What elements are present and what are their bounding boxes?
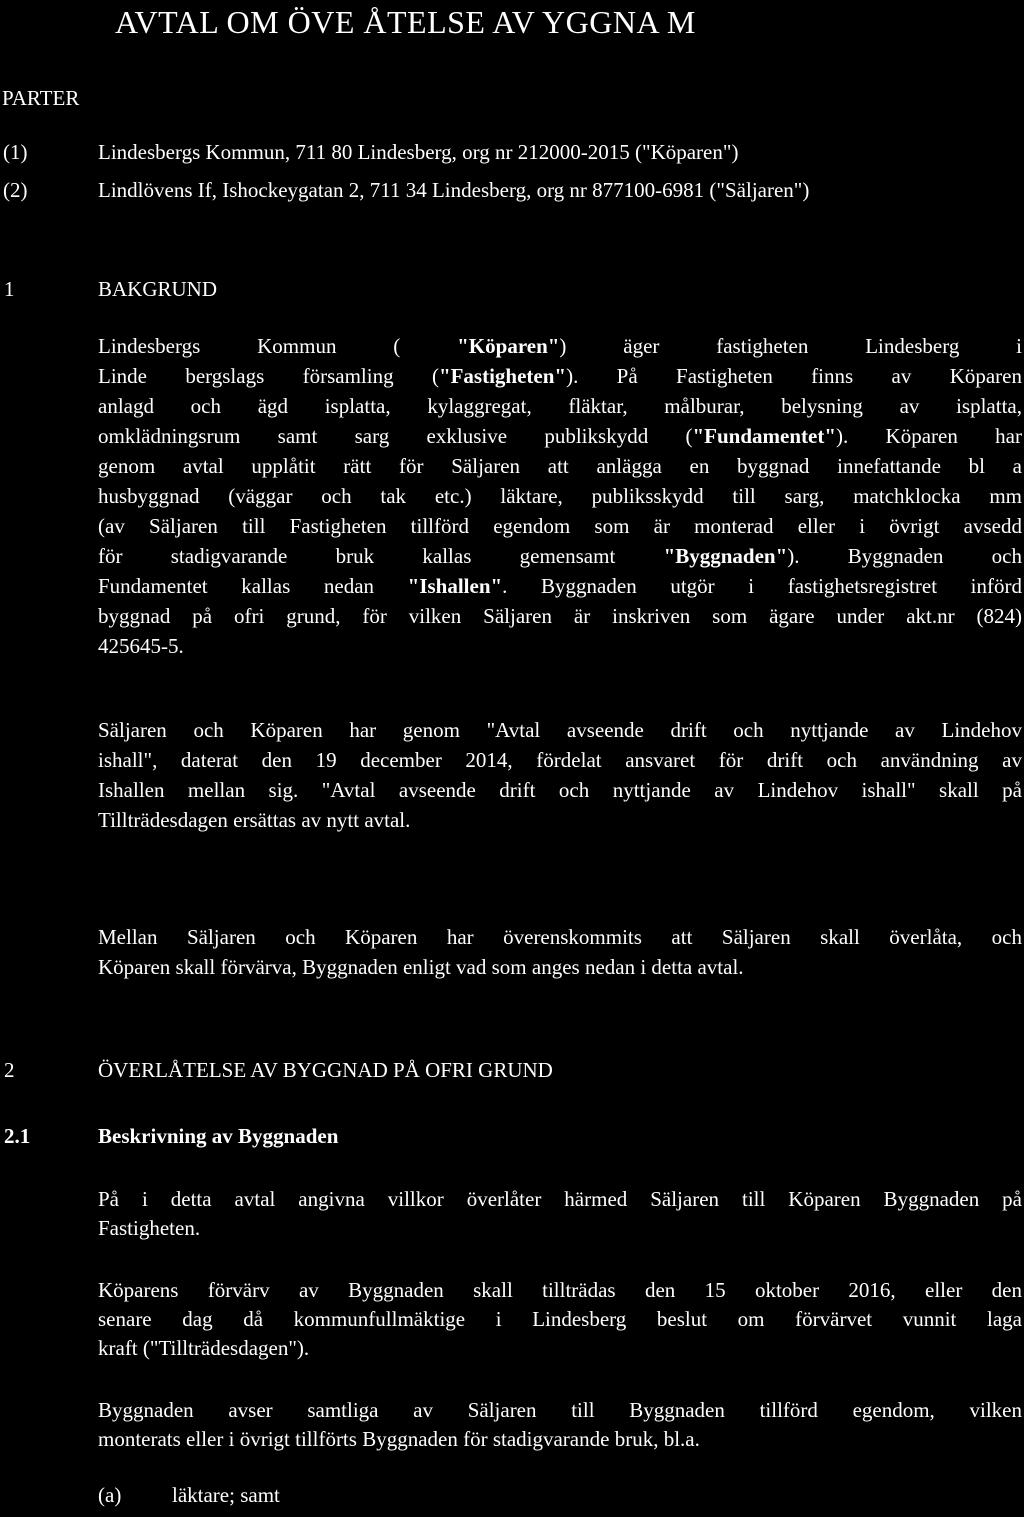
paragraph-line: husbyggnad (väggar och tak etc.) läktare, publiksskydd till sarg, matchklocka mm [98, 484, 1022, 508]
paragraph-line: Köparens förvärv av Byggnaden skall tillträdas den 15 oktober 2016, eller den [98, 1278, 1022, 1302]
paragraph-line: Fastigheten. [98, 1216, 201, 1240]
paragraph-line: 425645-5. [98, 634, 184, 658]
paragraph-line: Byggnaden avser samtliga av Säljaren till Byggnaden tillförd egendom, vilken [98, 1398, 1022, 1422]
section-1-paragraph-2 [98, 715, 1022, 835]
paragraph-line: byggnad på ofri grund, för vilken Säljaren är inskriven som ägare under akt.nr (824) [98, 604, 1022, 628]
paragraph-line: Tillträdesdagen ersättas av nytt avtal. [98, 808, 411, 832]
list-item-a-number: (a) [98, 1483, 122, 1507]
section-2-number: 2 [4, 1058, 15, 1082]
paragraph-line: omklädningsrum samt sarg exklusive publikskydd ("Fundamentet"). Köparen har [98, 424, 1022, 448]
document-title: AVTAL OM ÖVE ÅTELSE AV YGGNA M [115, 4, 696, 40]
paragraph-line: (av Säljaren till Fastigheten tillförd egendom som är monterad eller i övrigt avsedd [98, 514, 1022, 538]
paragraph-line: Lindesbergs Kommun ( "Köparen") äger fastigheten Lindesberg i [98, 334, 1022, 358]
section-1-paragraph-1 [98, 331, 1022, 661]
paragraph-line: Fundamentet kallas nedan "Ishallen". Byggnaden utgör i fastighetsregistret införd [98, 574, 1022, 598]
section-2-1-paragraph-2 [98, 1276, 1022, 1363]
subsection-2-1-number: 2.1 [4, 1124, 31, 1148]
party-2-number: (2) [3, 178, 28, 202]
paragraph-line: senare dag då kommunfullmäktige i Lindesberg beslut om förvärvet vunnit laga [98, 1307, 1022, 1331]
party-2-text: Lindlövens If, Ishockeygatan 2, 711 34 Lindesberg, org nr 877100-6981 ("Säljaren") [98, 178, 810, 202]
paragraph-line: På i detta avtal angivna villkor överlåter härmed Säljaren till Köparen Byggnaden på [98, 1187, 1022, 1211]
paragraph-line: Köparen skall förvärva, Byggnaden enligt vad som anges nedan i detta avtal. [98, 955, 744, 979]
paragraph-line: monterats eller i övrigt tillförts Byggnaden för stadigvarande bruk, bl.a. [98, 1427, 700, 1451]
section-2-heading: ÖVERLÅTELSE AV BYGGNAD PÅ OFRI GRUND [98, 1058, 553, 1082]
party-1-text: Lindesbergs Kommun, 711 80 Lindesberg, org nr 212000-2015 ("Köparen") [98, 140, 739, 164]
section-1-paragraph-3 [98, 922, 1022, 982]
party-1-number: (1) [3, 140, 28, 164]
subsection-2-1-heading: Beskrivning av Byggnaden [98, 1124, 339, 1148]
paragraph-line: för stadigvarande bruk kallas gemensamt "Byggnaden"). Byggnaden och [98, 544, 1022, 568]
paragraph-line: anlagd och ägd isplatta, kylaggregat, fläktar, målburar, belysning av isplatta, [98, 394, 1022, 418]
list-item-a-text: läktare; samt [172, 1483, 280, 1507]
parter-heading: PARTER [2, 86, 80, 110]
section-2-1-paragraph-3 [98, 1396, 1022, 1454]
paragraph-line: ishall", daterat den 19 december 2014, fördelat ansvaret för drift och användning av [98, 748, 1022, 772]
paragraph-line: Linde bergslags församling ("Fastigheten"). På Fastigheten finns av Köparen [98, 364, 1022, 388]
section-1-heading: BAKGRUND [98, 277, 218, 301]
section-2-1-paragraph-1 [98, 1185, 1022, 1243]
paragraph-line: Säljaren och Köparen har genom "Avtal avseende drift och nyttjande av Lindehov [98, 718, 1022, 742]
paragraph-line: genom avtal upplåtit rätt för Säljaren att anlägga en byggnad innefattande bl a [98, 454, 1022, 478]
paragraph-line: kraft ("Tillträdesdagen"). [98, 1336, 310, 1360]
paragraph-line: Mellan Säljaren och Köparen har överenskommits att Säljaren skall överlåta, och [98, 925, 1022, 949]
section-1-number: 1 [4, 277, 15, 301]
paragraph-line: Ishallen mellan sig. "Avtal avseende drift och nyttjande av Lindehov ishall" skall på [98, 778, 1022, 802]
